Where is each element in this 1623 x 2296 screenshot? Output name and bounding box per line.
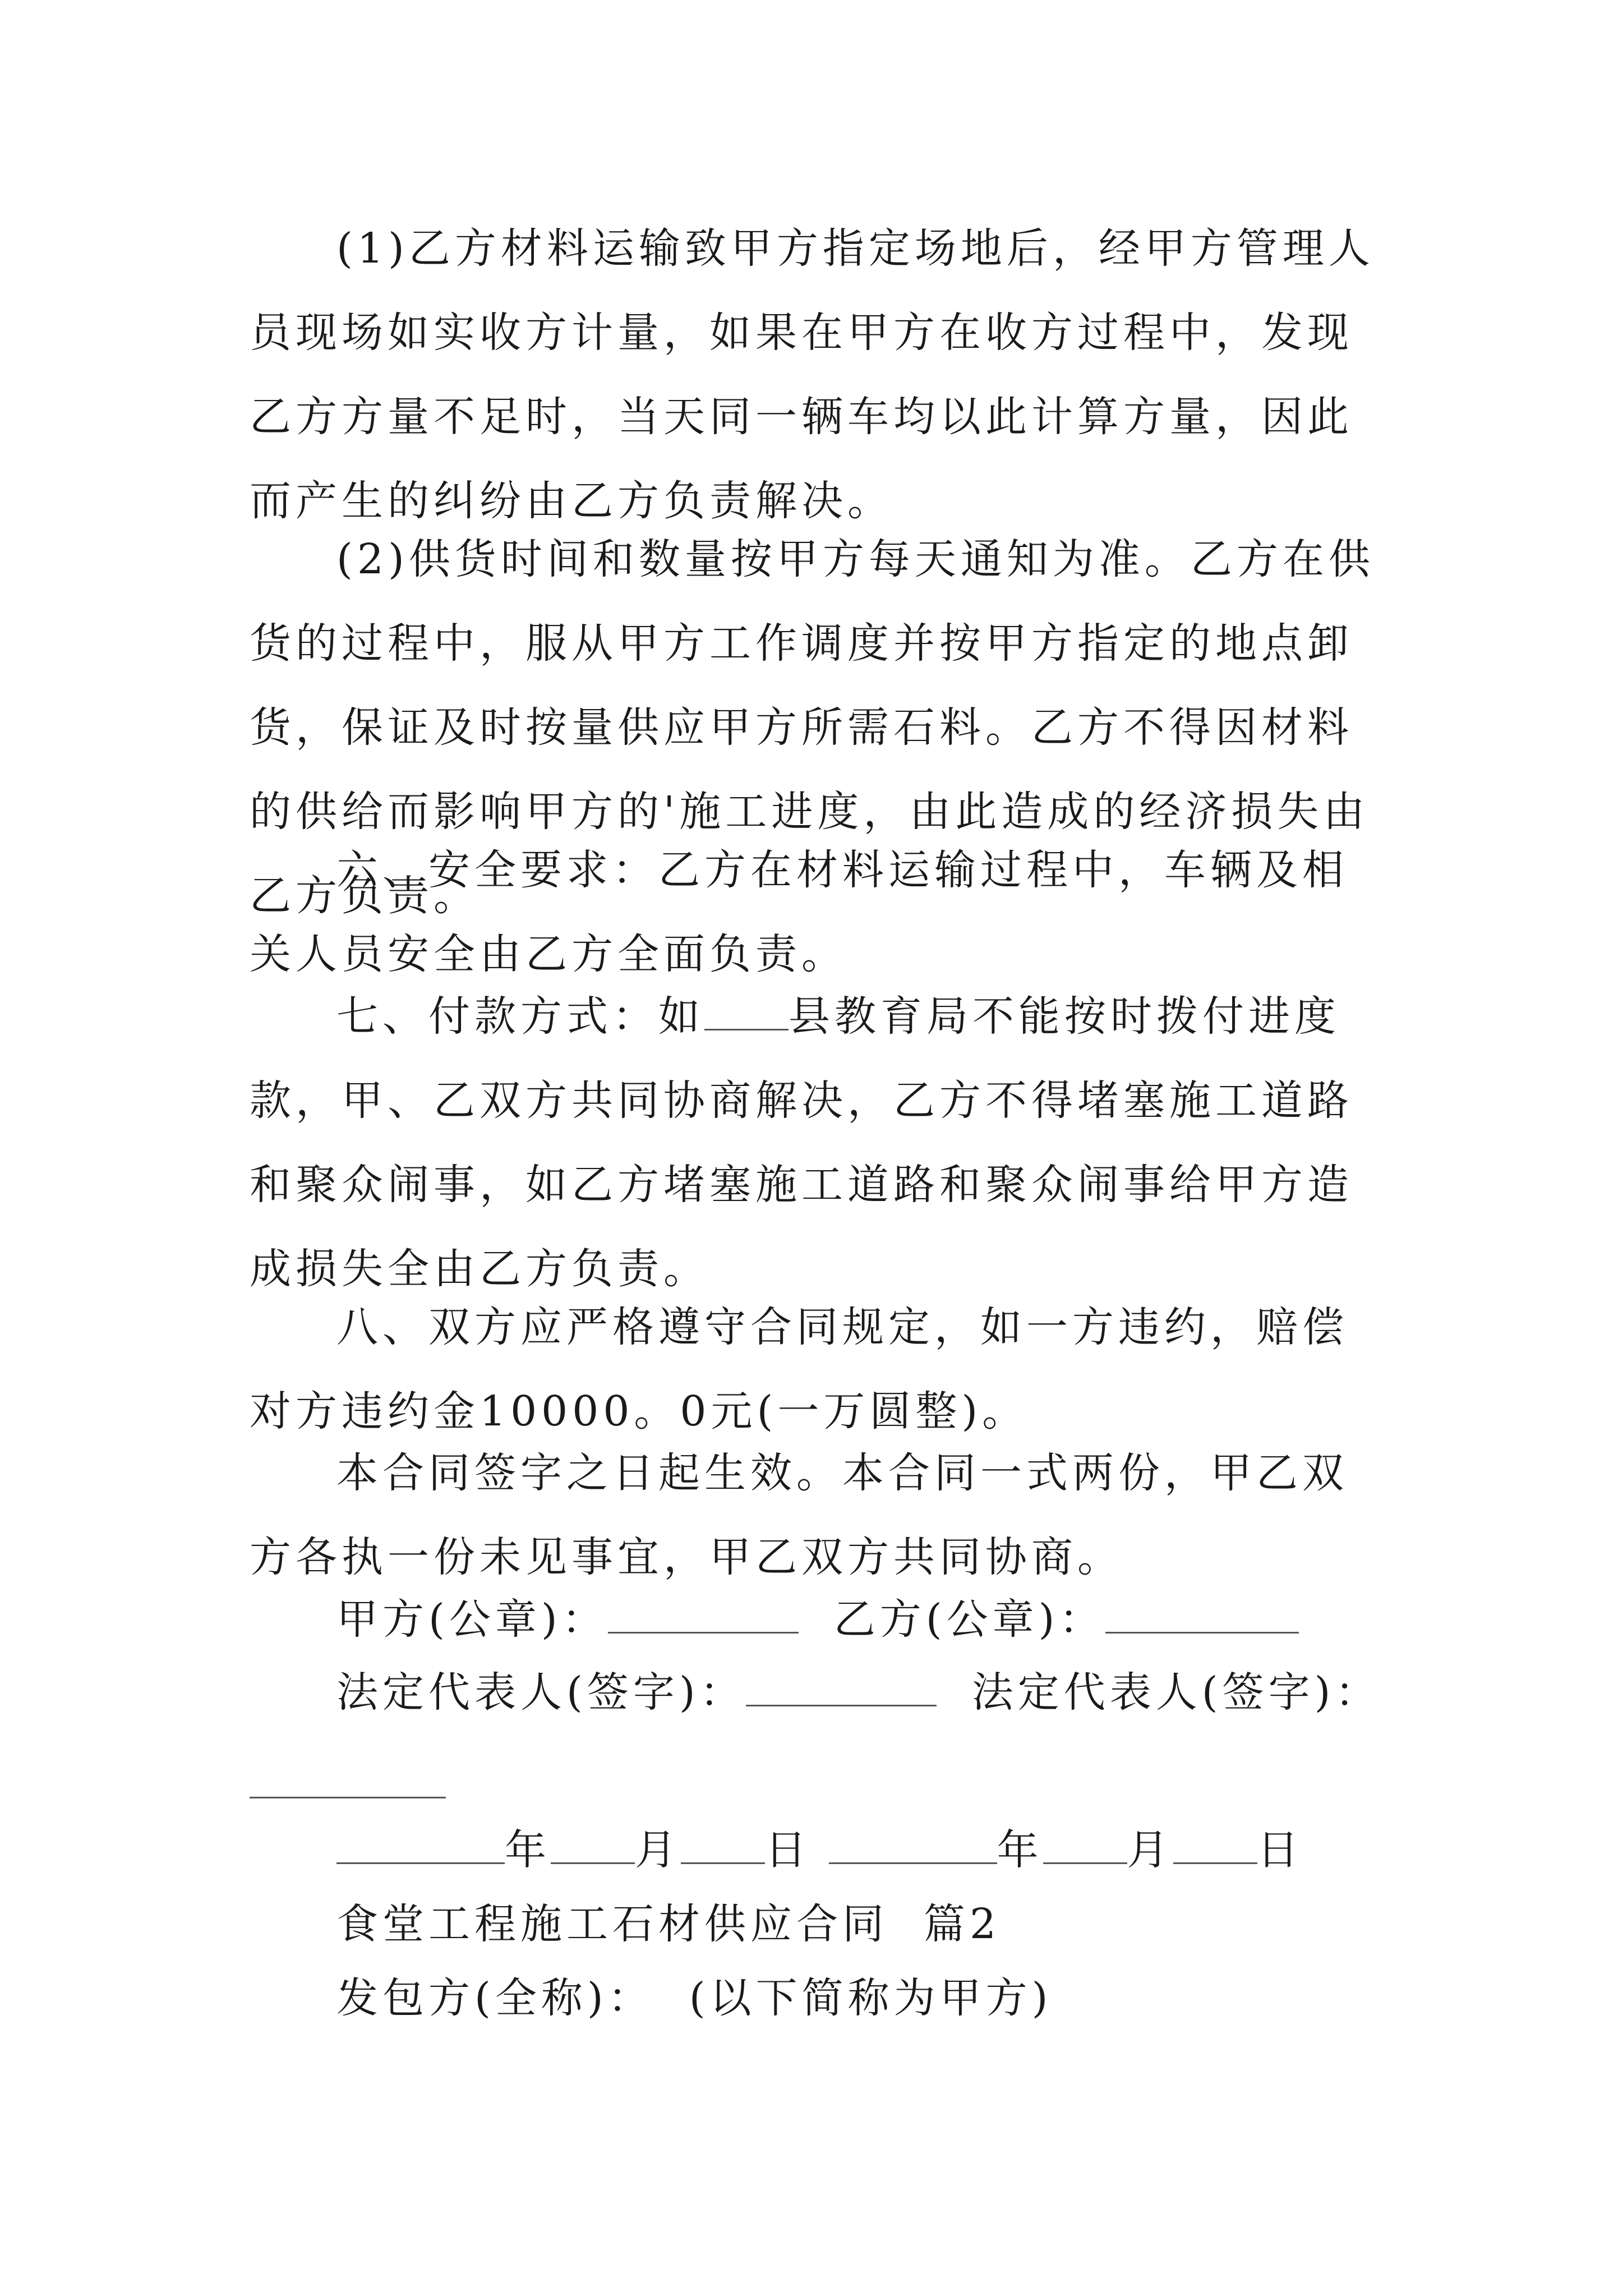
day-b-label: 日 [1257, 1826, 1303, 1874]
contractor-line: 发包方(全称)： (以下简称为甲方) [336, 1974, 1053, 2022]
date-line [336, 1808, 1303, 1892]
day-b-blank [1173, 1828, 1257, 1864]
year-a-blank [336, 1828, 505, 1864]
rep-b-label: 法定代表人(签字)： [971, 1668, 1381, 1717]
party-b-seal-blank [1105, 1597, 1299, 1634]
contract-2-heading: 食堂工程施工石材供应合同 篇2 [336, 1900, 1001, 1948]
year-a-label: 年 [505, 1826, 551, 1874]
rep-b-blank [250, 1797, 446, 1798]
clause-6-safety: 六、安全要求：乙方在材料运输过程中，车辆及相关人员安全由乙方全面负责。 [250, 846, 1348, 978]
month-b-blank [1043, 1828, 1127, 1864]
party-a-seal-label: 甲方(公章)： [336, 1595, 608, 1644]
day-a-blank [681, 1828, 765, 1864]
clause-7-lead: 七、付款方式：如 [336, 992, 704, 1041]
month-b-label: 月 [1127, 1826, 1173, 1874]
party-a-seal-blank [608, 1597, 799, 1634]
clause-5-2: (2)供货时间和数量按甲方每天通知为准。乙方在供货的过程中，服从甲方工作调度并按甲方指定的地点卸货，保证及时按量供应甲方所需石料。乙方不得因材料的供给而影响甲方的'施工进度，由此造成的经济损失由乙方负责。 [250, 535, 1375, 920]
year-b-blank [829, 1828, 997, 1864]
month-a-label: 月 [635, 1826, 681, 1874]
party-b-seal-label: 乙方(公章)： [833, 1595, 1105, 1644]
rep-a-blank [746, 1670, 937, 1706]
clause-7-payment [250, 974, 1388, 1311]
month-a-blank [551, 1828, 635, 1864]
clause-7-rest: 县教育局不能按时拨付进度款，甲、乙双方共同协商解决，乙方不得堵塞施工道路和聚众闹事，如乙方堵塞施工道路和聚众闹事给甲方造成损失全由乙方负责。 [250, 992, 1353, 1293]
year-b-label: 年 [997, 1826, 1043, 1874]
effective-clause: 本合同签字之日起生效。本合同一式两份，甲乙双方各执一份未见事宜，甲乙双方共同协商。 [250, 1449, 1348, 1581]
clause-8-breach: 八、双方应严格遵守合同规定，如一方违约，赔偿对方违约金10000。0元(一万圆整)。 [250, 1303, 1348, 1435]
rep-a-label: 法定代表人(签字)： [336, 1668, 746, 1717]
county-blank [704, 994, 789, 1030]
seal-line [336, 1577, 1299, 1662]
clause-5-1: (1)乙方材料运输致甲方指定场地后，经甲方管理人员现场如实收方计量，如果在甲方在收方过程中，发现乙方方量不足时，当天同一辆车均以此计算方量，因此而产生的纠纷由乙方负责解决。 [250, 224, 1375, 525]
representative-line [336, 1650, 1381, 1734]
day-a-label: 日 [765, 1826, 811, 1874]
